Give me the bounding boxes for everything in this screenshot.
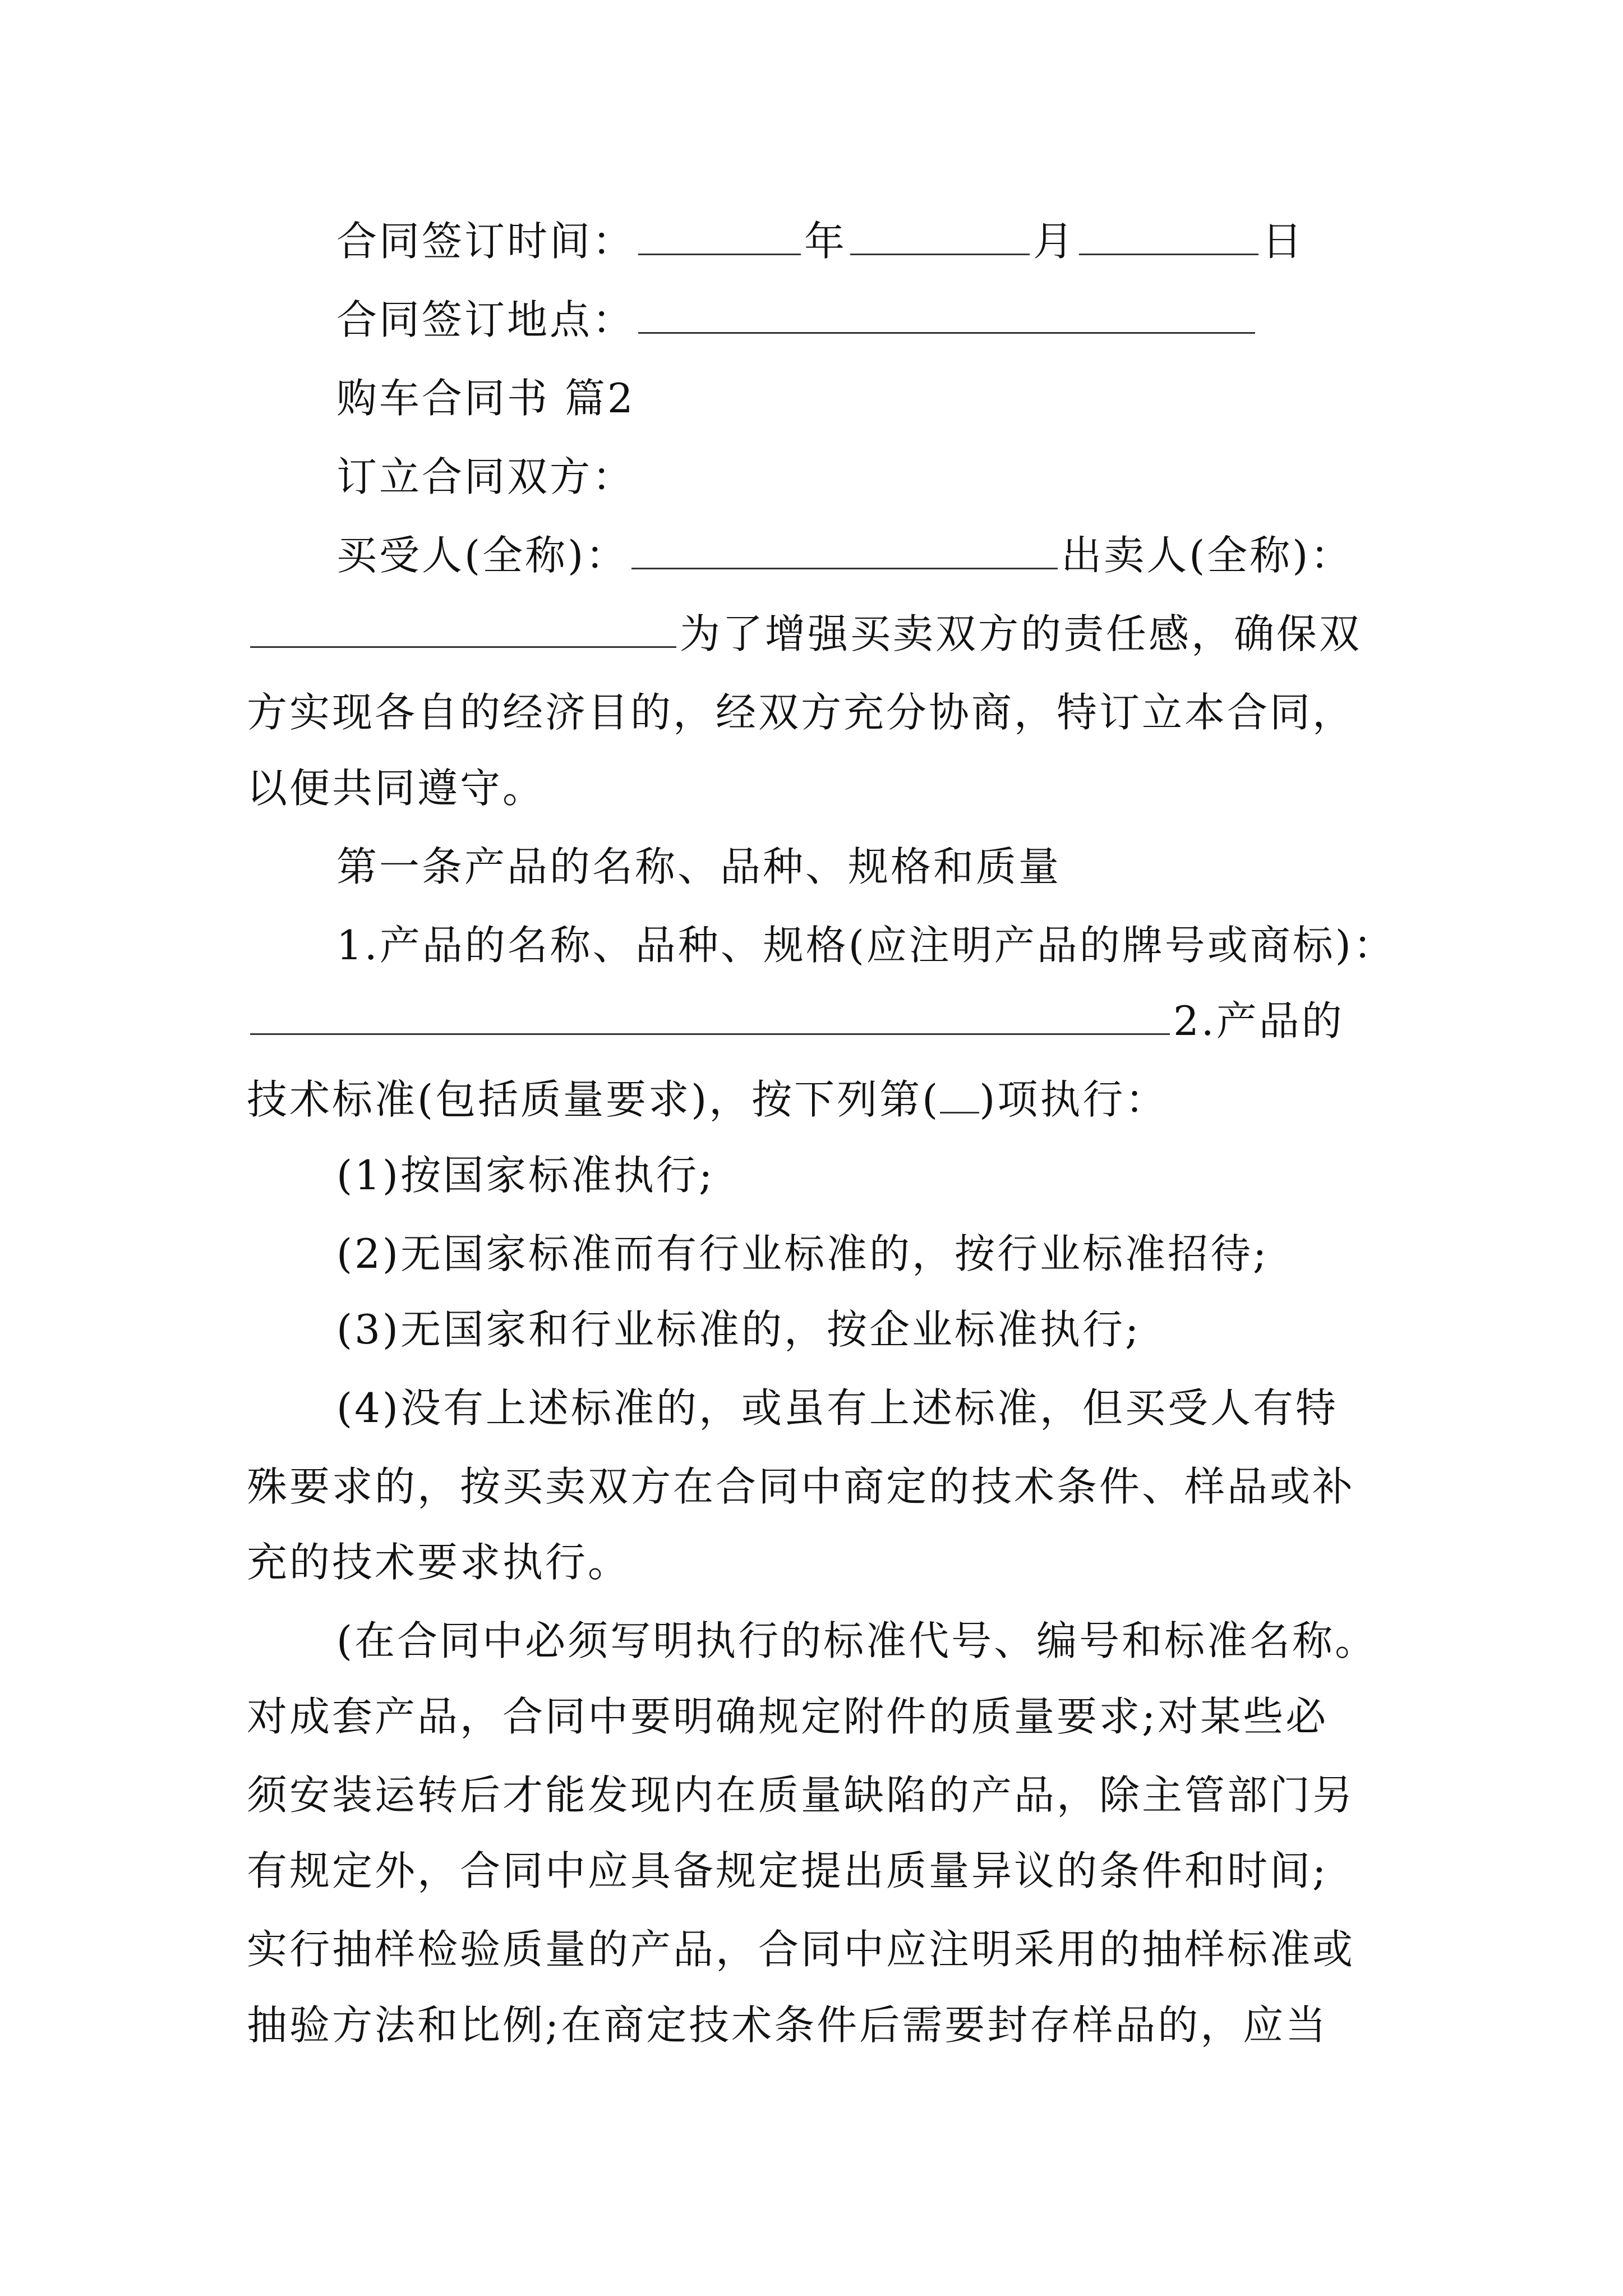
place-blank <box>638 293 1255 334</box>
buyer-label: 买受人(全称)： <box>336 532 629 579</box>
item-2-cont-line <box>247 1071 1391 1128</box>
note-3: 须安装运转后才能发现内在质量缺陷的产品，除主管部门另 <box>247 1772 1355 1819</box>
note-4: 有规定外，合同中应具备规定提出质量异议的条件和时间; <box>247 1847 1329 1894</box>
option-4-a: (4)没有上述标准的，或虽有上述标准，但买受人有特 <box>336 1384 1338 1432</box>
sign-place-label: 合同签订地点： <box>336 296 635 343</box>
year-text: 年 <box>804 218 847 265</box>
day-text: 日 <box>1262 218 1305 265</box>
option-2: (2)无国家标准而有行业标准的，按行业标准招待; <box>336 1230 1269 1277</box>
product-name-blank <box>250 994 1170 1035</box>
option-1: (1)按国家标准执行; <box>336 1152 715 1199</box>
sign-time-line <box>336 213 1481 269</box>
intro-text-2: 方实现各自的经济目的，经双方充分协商，特订立本合同， <box>247 689 1355 736</box>
month-text: 月 <box>1033 218 1076 265</box>
intro-line-1 <box>247 606 1391 662</box>
article-1-title: 第一条产品的名称、品种、规格和质量 <box>336 843 1062 890</box>
note-2: 对成套产品，合同中要明确规定附件的质量要求;对某些必 <box>247 1693 1329 1740</box>
option-4-b: 殊要求的，按买卖双方在合同中商定的技术条件、样品或补 <box>247 1463 1355 1510</box>
sign-time-label: 合同签订时间： <box>336 218 635 265</box>
option-3: (3)无国家和行业标准的，按企业标准执行; <box>336 1306 1141 1353</box>
seller-blank <box>250 607 676 648</box>
section-title: 购车合同书 篇2 <box>336 375 635 422</box>
note-6: 抽验方法和比例;在商定技术条件后需要封存样品的，应当 <box>247 2001 1329 2049</box>
seller-label: 出卖人(全称)： <box>1061 532 1353 579</box>
party-names-line <box>336 527 1481 583</box>
note-1: (在合同中必须写明执行的标准代号、编号和标准名称。 <box>336 1617 1378 1664</box>
buyer-blank <box>631 528 1058 569</box>
day-blank <box>1079 214 1258 255</box>
item-2-line <box>247 993 1391 1049</box>
item-2-start: 2.产品的 <box>1173 997 1344 1045</box>
sign-place-line <box>336 292 1481 348</box>
option-4-c: 充的技术要求执行。 <box>247 1539 631 1586</box>
item-1: 1.产品的名称、品种、规格(应注明产品的牌号或商标)： <box>336 922 1396 969</box>
intro-text-3: 以便共同遵守。 <box>247 765 546 812</box>
intro-text-1: 为了增强买卖双方的责任感，确保双 <box>680 610 1362 657</box>
month-blank <box>850 214 1030 255</box>
item-2-cont-a: 技术标准(包括质量要求)，按下列第( <box>247 1076 940 1123</box>
note-5: 实行抽样检验质量的产品，合同中应注明采用的抽样标准或 <box>247 1926 1355 1973</box>
parties-label: 订立合同双方： <box>336 453 635 500</box>
option-blank <box>940 1073 979 1114</box>
year-blank <box>638 214 801 255</box>
item-2-cont-b: )项执行： <box>979 1076 1168 1123</box>
